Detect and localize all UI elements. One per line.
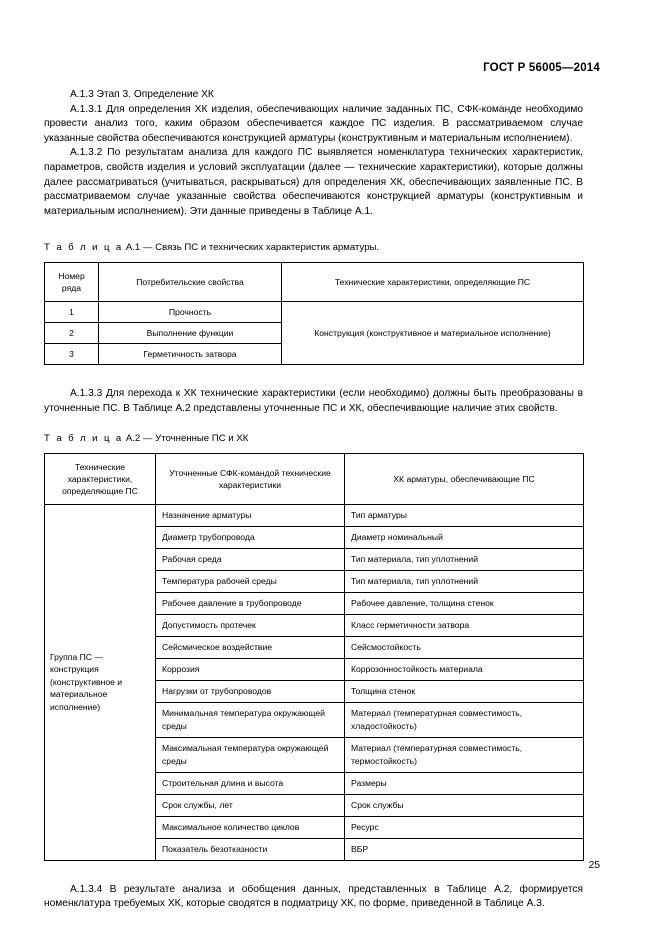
table-a2 [44, 453, 584, 861]
table-a2-header-row [45, 453, 584, 504]
table-a2-cell-refined: Коррозия [156, 658, 345, 680]
table-a2-header-tech-characteristics: Технические характеристики, определяющие ПС [45, 453, 156, 504]
table-a1-header-tech-characteristics: Технические характеристики, определяющие ПС [282, 263, 584, 302]
table-a2-cell-hk: Срок службы [345, 794, 584, 816]
table-a2-cell-hk: Ресурс [345, 816, 584, 838]
table-a2-cell-refined: Максимальная температура окружающей среды [156, 737, 345, 772]
table-a2-cell-hk: Коррозонностойкость материала [345, 658, 584, 680]
table-a2-caption-text: — Уточненные ПС и ХК [142, 432, 249, 444]
document-body [44, 88, 583, 912]
table-a2-cell-hk: Сейсмостойкость [345, 636, 584, 658]
table-a2-cell-refined: Сейсмическое воздействие [156, 636, 345, 658]
table-a1-cell-property: Выполнение функции [99, 323, 282, 344]
table-a2-cell-hk: Тип арматуры [345, 504, 584, 526]
page-number: 25 [588, 860, 600, 871]
paragraph-a134: А.1.3.4 В результате анализа и обобщения данных, представленных в Таблице А.2, формируется номенклатура требуемых ХК, которые сводятся в подматрицу ХК, по форме, приведенной в Таблице А.3. [44, 883, 583, 910]
table-a2-cell-group-label: Группа ПС — конструкция (конструктивное и материальное исполнение) [45, 504, 156, 860]
table-a2-cell-refined: Максимальное количество циклов [156, 816, 345, 838]
table-a2-cell-hk: Размеры [345, 772, 584, 794]
table-a2-cell-refined: Рабочая среда [156, 548, 345, 570]
table-a2-cell-refined: Нагрузки от трубопроводов [156, 680, 345, 702]
table-a2-cell-refined: Температура рабочей среды [156, 570, 345, 592]
table-a2-cell-refined: Рабочее давление в трубопроводе [156, 592, 345, 614]
table-a2-caption [44, 432, 583, 445]
table-a2-cell-hk: Рабочее давление, толщина стенок [345, 592, 584, 614]
table-a2-caption-label: Т а б л и ц а [44, 432, 124, 444]
table-a2-cell-refined: Показатель безотказности [156, 838, 345, 860]
paragraph-a131: А.1.3.1 Для определения ХК изделия, обеспечивающих наличие заданных ПС, СФК-команде необходимо провести анализ того, каким образом обеспечивается каждое ПС изделия. В рассматриваемом случае указанные свойства обеспечиваются конструкцией арматуры (конструктивным и материальным исполнением). [44, 103, 583, 144]
table-a1-caption-label: Т а б л и ц а [44, 242, 124, 254]
table-a2-cell-refined: Минимальная температура окружающей среды [156, 702, 345, 737]
table-a2-cell-hk: Материал (температурная совместимость, термостойкость) [345, 737, 584, 772]
table-a1-caption-number: А.1 [125, 242, 141, 254]
table-a2-caption-number: А.2 [125, 432, 141, 444]
paragraph-a132: А.1.3.2 По результатам анализа для каждого ПС выявляется номенклатура технических характеристик, параметров, свойств изделия и условий эксплуатации (далее — технические характеристики), которые должны далее рассматриваться (учитываться, раскрываться) для определения ХК, обеспечивающих заявленные ПС. В рассматриваемом случае указанные свойства обеспечиваются конструкцией арматуры (конструктивным и материальным исполнением). Эти данные приведены в Таблице А.1. [44, 147, 583, 217]
table-a1-cell-number: 2 [45, 323, 99, 344]
paragraph-a133: А.1.3.3 Для перехода к ХК технические характеристики (если необходимо) должны быть преобразованы в уточненные ПС. В Таблице А.2 представлены уточненные ПС и ХК, обеспечивающие наличие этих свойств. [44, 388, 583, 414]
table-a1-cell-merged-construction: Конструкция (конструктивное и материальное исполнение) [282, 302, 584, 365]
table-a2-cell-hk: ВБР [345, 838, 584, 860]
table-row [45, 302, 584, 323]
table-a2-cell-hk: Класс герметичности затвора [345, 614, 584, 636]
section-heading: А.1.3 Этап 3. Определение ХК [70, 89, 214, 100]
table-a2-cell-hk: Материал (температурная совместимость, хладостойкость) [345, 702, 584, 737]
table-a1-caption-text: — Связь ПС и технических характеристик арматуры. [142, 242, 380, 254]
table-a2-cell-refined: Срок службы, лет [156, 794, 345, 816]
table-a1-cell-property: Герметичность затвора [99, 344, 282, 365]
table-a1-cell-number: 3 [45, 344, 99, 365]
table-a2-cell-refined: Допустимость протечек [156, 614, 345, 636]
table-a2-cell-hk: Тип материала, тип уплотнений [345, 570, 584, 592]
table-a1-header-consumer-properties: Потребительские свойства [99, 263, 282, 302]
table-row [45, 504, 584, 526]
table-a2-cell-hk: Толщина стенок [345, 680, 584, 702]
table-a2-cell-refined: Строительная длина и высота [156, 772, 345, 794]
table-a2-header-hk: ХК арматуры, обеспечивающие ПС [345, 453, 584, 504]
table-a2-cell-hk: Тип материала, тип уплотнений [345, 548, 584, 570]
table-a1-header-row-number: Номер ряда [45, 263, 99, 302]
table-a1 [44, 262, 584, 365]
table-a1-cell-number: 1 [45, 302, 99, 323]
table-a2-cell-refined: Назначение арматуры [156, 504, 345, 526]
table-a2-header-refined-characteristics: Уточненные СФК-командой технические характеристики [156, 453, 345, 504]
standard-header: ГОСТ Р 56005—2014 [483, 62, 600, 74]
table-a1-cell-property: Прочность [99, 302, 282, 323]
table-a2-cell-hk: Диаметр номинальный [345, 526, 584, 548]
table-a2-cell-refined: Диаметр трубопровода [156, 526, 345, 548]
table-a1-caption [44, 241, 583, 254]
table-a1-header-row [45, 263, 584, 302]
